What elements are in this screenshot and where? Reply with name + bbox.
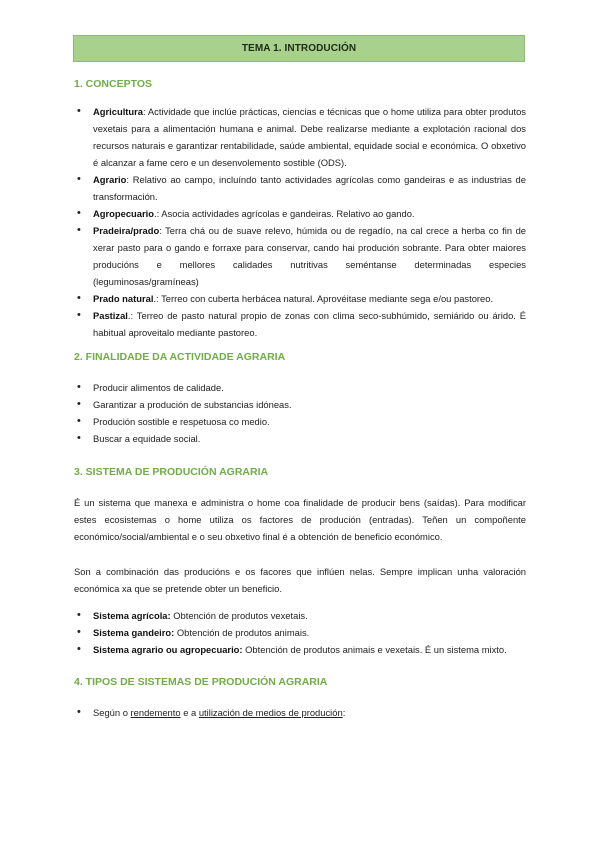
list-item	[74, 307, 526, 341]
sistema-list	[74, 607, 526, 658]
list-item	[74, 641, 526, 658]
list-item: • Garantizar a produción de substancias idóneas.	[74, 396, 526, 413]
definition: : Terreo con cuberta herbácea natural. Aprovéitase mediante sega e/ou pastoreo.	[156, 293, 494, 304]
section-heading-tipos: 4. TIPOS DE SISTEMAS DE PRODUCIÓN AGRARIA	[74, 676, 328, 688]
definition: Terra chá ou de suave relevo, húmida ou de regadío, na cal crece a herba co fin de xerar pasto para o gando e forraxe para conservar, cando hai produción sobrante. Para obter maiores producións e mellores calidades nutritivas seméntanse determinadas especies (leguminosas/gramíneas)	[93, 225, 526, 287]
paragraph: É un sistema que manexa e administra o home coa finalidade de producir bens (saídas). Para modificar estes ecosistemas o home utiliza os factores de produción (entradas). Teñen un compoñente económico/social/ambiental e o seu obxetivo final é a obtención de beneficio económico.	[74, 497, 526, 542]
medios-link: utilización de medios de produción	[198, 707, 343, 718]
list-item	[74, 222, 526, 290]
tipos-list	[74, 704, 526, 721]
term: Prado natural	[93, 293, 154, 304]
separator: .	[127, 310, 131, 321]
list-item	[74, 171, 526, 205]
rendemento-link: rendemento	[130, 707, 181, 718]
list-item	[74, 607, 526, 624]
definition: Actividade que inclúe prácticas, ciencias e técnicas que o home utiliza para obter produtos vexetais para a alimentación humana e animal. Debe realizarse mediante a explotación racional dos recursos naturais e garantizar rentabilidade, saúde ambiental, equidade social e económica. O obxetivo é alcanzar a fame cero e un desenvolemento sostible (ODS).	[93, 106, 526, 168]
page-title: TEMA 1. INTRODUCIÓN	[73, 35, 525, 62]
text: :	[342, 707, 346, 718]
section-heading-conceptos: 1. CONCEPTOS	[74, 78, 152, 90]
definition: Obtención de produtos vexetais.	[170, 610, 308, 621]
list-item: • Produción sostible e respetuosa co medio.	[74, 413, 526, 430]
section-heading-sistema: 3. SISTEMA DE PRODUCIÓN AGRARIA	[74, 466, 269, 478]
definition: : Asocia actividades agrícolas e gandeiras. Relativo ao gando.	[156, 208, 415, 219]
definition: : Terreo de pasto natural propio de zonas con clima seco-subhúmido, semiárido ou árido. É habitual aproveitalo mediante pastoreo.	[93, 310, 526, 338]
list-item	[74, 704, 526, 721]
separator: .	[153, 293, 157, 304]
term: Pradeira/prado	[93, 225, 160, 236]
list-item: • Producir alimentos de calidade.	[74, 379, 526, 396]
list-item: • Buscar a equidade social.	[74, 430, 526, 447]
separator: .	[153, 208, 157, 219]
term: Sistema agrario ou agropecuario:	[93, 644, 243, 655]
definition: Obtención de produtos animais.	[174, 627, 310, 638]
definition: Obtención de produtos animais e vexetais. É un sistema mixto.	[242, 644, 507, 655]
term: Agrario	[93, 174, 127, 185]
list-item	[74, 103, 526, 171]
term: Agropecuario	[93, 208, 154, 219]
text: Según o	[93, 707, 131, 718]
list-item	[74, 624, 526, 641]
separator: :	[126, 174, 129, 185]
term: Pastizal	[93, 310, 128, 321]
term: Sistema gandeiro:	[93, 627, 175, 638]
separator: :	[159, 225, 162, 236]
separator: :	[143, 106, 146, 117]
list-item	[74, 205, 526, 222]
paragraph: Son a combinación das producións e os facores que inflúen nelas. Sempre implican unha valoración económica xa que se pretende obter un beneficio.	[74, 566, 526, 594]
text: e a	[180, 707, 199, 718]
list-item	[74, 290, 526, 307]
finalidade-list	[74, 379, 526, 447]
section-heading-finalidade: 2. FINALIDADE DA ACTIVIDADE AGRARIA	[74, 351, 286, 363]
term: Sistema agrícola:	[93, 610, 171, 621]
definition: Relativo ao campo, incluíndo tanto actividades agrícolas como gandeiras e as industrias de transformación.	[93, 174, 526, 202]
concepts-list	[74, 103, 526, 341]
term: Agricultura	[93, 106, 144, 117]
